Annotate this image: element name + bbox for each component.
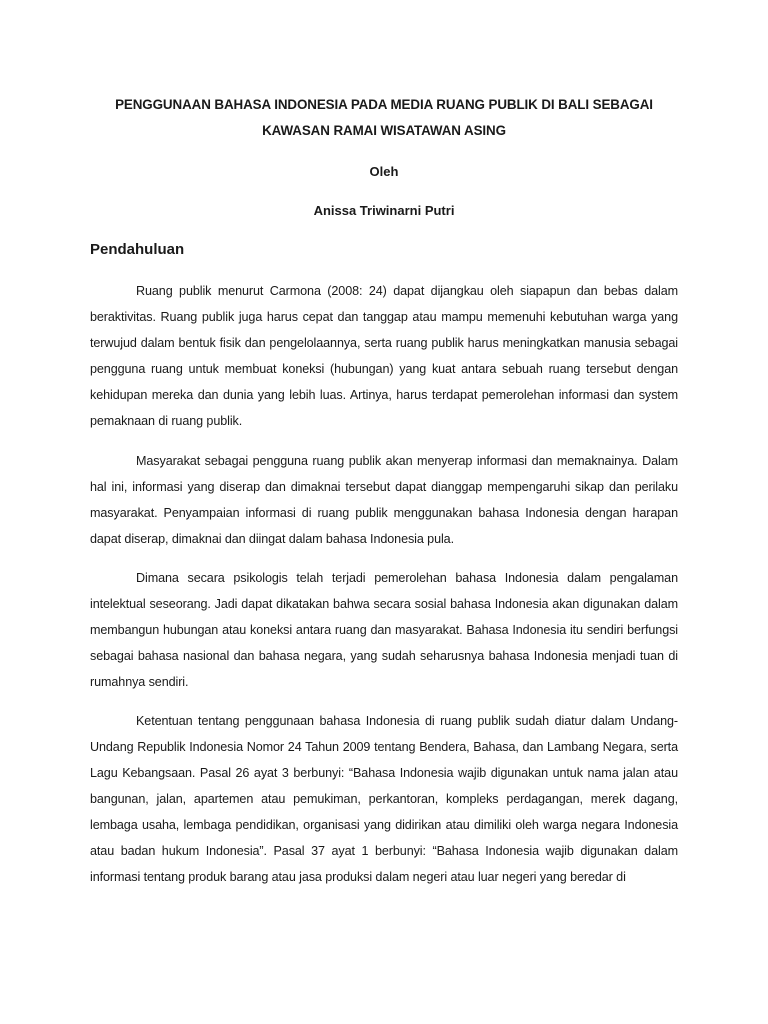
paragraph: Dimana secara psikologis telah terjadi pemerolehan bahasa Indonesia dalam pengalaman intelektual seseorang. Jadi dapat dikatakan bahwa secara sosial bahasa Indonesia akan digunakan dalam membangun hubungan atau koneksi antara ruang dan masyarakat. Bahasa Indonesia itu sendiri berfungsi sebagai bahasa nasional dan bahasa negara, yang sudah seharusnya bahasa Indonesia menjadi tuan di rumahnya sendiri. [90, 571, 678, 689]
author-name: Anissa Triwinarni Putri [313, 203, 455, 218]
paragraph: Ruang publik menurut Carmona (2008: 24) dapat dijangkau oleh siapapun dan bebas dalam beraktivitas. Ruang publik juga harus cepat dan tanggap atau mampu memenuhi kebutuhan warga yang terwujud dalam bentuk fisik dan pengelolaannya, serta ruang publik harus meningkatkan manusia sebagai pengguna ruang untuk membuat koneksi (hubungan) yang kuat antara sebuah ruang tersebut dengan kehidupan mereka dan dunia yang lebih luas. Artinya, harus terdapat pemerolehan informasi dan system pemaknaan di ruang publik. [90, 284, 678, 428]
paragraph: Masyarakat sebagai pengguna ruang publik akan menyerap informasi dan memaknainya. Dalam hal ini, informasi yang diserap dan dimaknai tersebut dapat dianggap mempengaruhi sikap dan perilaku masyarakat. Penyampaian informasi di ruang publik menggunakan bahasa Indonesia dengan harapan dapat diserap, dimaknai dan diingat dalam bahasa Indonesia pula. [90, 454, 678, 546]
section-heading: Pendahuluan [90, 241, 185, 258]
document-title: PENGGUNAAN BAHASA INDONESIA PADA MEDIA RUANG PUBLIK DI BALI SEBAGAI KAWASAN RAMAI WISATAWAN ASING [115, 97, 653, 138]
by-label: Oleh [369, 164, 399, 179]
paragraph: Ketentuan tentang penggunaan bahasa Indonesia di ruang publik sudah diatur dalam Undang-Undang Republik Indonesia Nomor 24 Tahun 2009 tentang Bendera, Bahasa, dan Lambang Negara, serta Lagu Kebangsaan. Pasal 26 ayat 3 berbunyi: “Bahasa Indonesia wajib digunakan untuk nama jalan atau bangunan, jalan, apartemen atau pemukiman, perkantoran, kompleks perdagangan, merek dagang, lembaga usaha, lembaga pendidikan, organisasi yang didirikan atau dimiliki oleh warga negara Indonesia atau badan hukum Indonesia”. Pasal 37 ayat 1 berbunyi: “Bahasa Indonesia wajib digunakan dalam informasi tentang produk barang atau jasa produksi dalam negeri atau luar negeri yang beredar di [90, 714, 678, 884]
